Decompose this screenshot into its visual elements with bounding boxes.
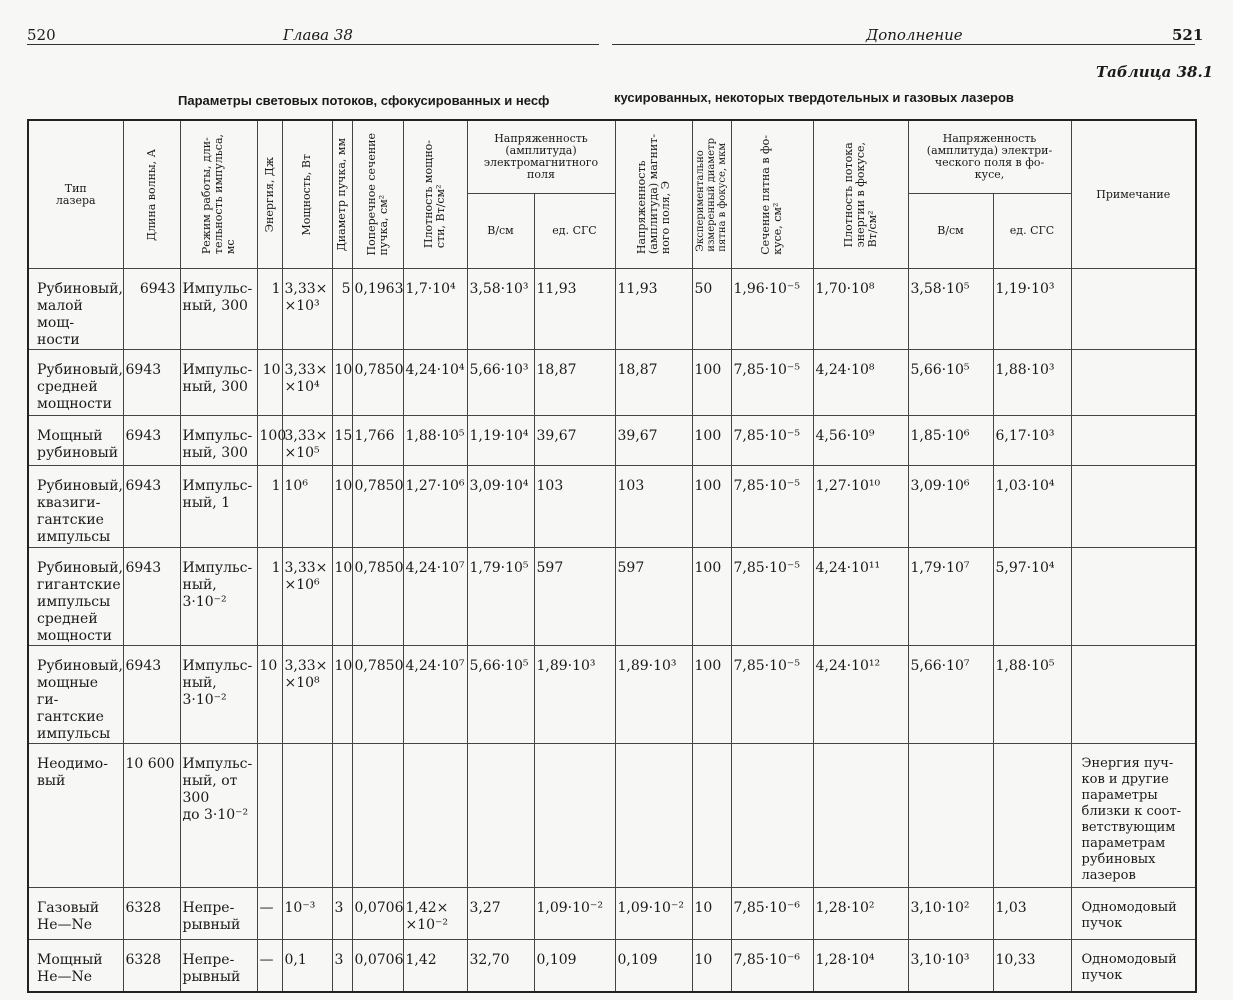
col-power (282, 120, 332, 269)
col-em-vcm-label: В/см (487, 224, 514, 238)
col-wavelength-label: Длина волны, А (144, 148, 158, 241)
cell-energy-density: 1,28·10⁴ (813, 940, 908, 992)
cell-power: 3,33× ×10⁶ (282, 548, 332, 646)
cell-diameter: 10 (332, 548, 352, 646)
header-rule-right (612, 44, 1195, 45)
col-wavelength (123, 120, 180, 269)
col-energy-density (813, 120, 908, 269)
laser-parameters-table (27, 119, 1197, 993)
cell-spot-section: 7,85·10⁻⁵ (731, 646, 813, 744)
cell-focus-cgs: 1,19·10³ (993, 269, 1071, 350)
col-energy-density-label: Плотность потока энергии в фокусе, Вт/см² (841, 141, 879, 248)
cell-focus-vcm: 1,85·10⁶ (908, 416, 993, 466)
cell-mode: Непре- рывный (180, 940, 257, 992)
cell-energy: 100 (257, 416, 282, 466)
cell-spot-section: 1,96·10⁻⁵ (731, 269, 813, 350)
cell-cross-section: 0,0706 (352, 940, 403, 992)
col-focus-group (908, 120, 1071, 194)
cell-magnetic (615, 744, 692, 888)
cell-density: 1,42 (403, 940, 467, 992)
cell-type: Рубиновый, гигантские импульсы средней мощности (28, 548, 123, 646)
cell-note (1071, 416, 1196, 466)
cell-spot-diameter: 100 (692, 646, 731, 744)
cell-wavelength: 6943 (123, 646, 180, 744)
cell-spot-section: 7,85·10⁻⁵ (731, 466, 813, 548)
cell-power: 3,33× ×10⁴ (282, 350, 332, 416)
cell-focus-cgs: 1,03 (993, 888, 1071, 940)
cell-diameter: 10 (332, 350, 352, 416)
cell-focus-cgs (993, 744, 1071, 888)
col-em-cgs (534, 194, 615, 269)
cell-density: 1,42× ×10⁻² (403, 888, 467, 940)
col-magnetic (615, 120, 692, 269)
cell-focus-cgs: 1,88·10⁵ (993, 646, 1071, 744)
cell-type: Газовый He—Ne (28, 888, 123, 940)
cell-spot-diameter: 100 (692, 350, 731, 416)
table-row (28, 269, 1196, 350)
col-power-label: Мощность, Вт (300, 153, 313, 236)
cell-density: 4,24·10⁴ (403, 350, 467, 416)
cell-cross-section: 0,7850 (352, 646, 403, 744)
col-magnetic-label: Напряженность (амплитуда) магнит- ного поля, Э (634, 134, 672, 255)
cell-note (1071, 350, 1196, 416)
cell-magnetic: 11,93 (615, 269, 692, 350)
cell-magnetic: 103 (615, 466, 692, 548)
cell-power: 3,33× ×10³ (282, 269, 332, 350)
right-section-title: Дополнение (866, 26, 963, 44)
left-chapter-title: Глава 38 (283, 26, 353, 44)
header-rule-left (27, 44, 599, 45)
cell-note: Одномодовый пучок (1071, 888, 1196, 940)
cell-density: 4,24·10⁷ (403, 646, 467, 744)
cell-spot-diameter: 100 (692, 466, 731, 548)
cell-focus-vcm: 3,09·10⁶ (908, 466, 993, 548)
col-em-cgs-label: ед. СГС (552, 224, 597, 238)
cell-spot-section: 7,85·10⁻⁵ (731, 350, 813, 416)
cell-spot-diameter: 100 (692, 416, 731, 466)
col-type (28, 120, 123, 269)
cell-diameter: 10 (332, 646, 352, 744)
col-focus-cgs-label: ед. СГС (1009, 224, 1055, 238)
cell-energy-density: 4,56·10⁹ (813, 416, 908, 466)
cell-mode: Импульс- ный, 3·10⁻² (180, 646, 257, 744)
right-page-number: 521 (1172, 26, 1204, 44)
table-row (28, 744, 1196, 888)
col-spot-diameter-label: Экспериментально измеренный диаметр пятна в фокусе, мкм (695, 137, 728, 252)
cell-density: 4,24·10⁷ (403, 548, 467, 646)
cell-note (1071, 269, 1196, 350)
cell-cross-section: 0,0706 (352, 888, 403, 940)
cell-mode: Импульс- ный, от 300 до 3·10⁻² (180, 744, 257, 888)
cell-em-vcm: 3,09·10⁴ (467, 466, 534, 548)
col-density-label: Плотность мощно- сти, Вт/см² (422, 140, 447, 249)
cell-diameter (332, 744, 352, 888)
cell-em-cgs: 1,89·10³ (534, 646, 615, 744)
cell-energy-density: 4,24·10⁸ (813, 350, 908, 416)
cell-wavelength: 6943 (123, 466, 180, 548)
cell-energy: — (257, 888, 282, 940)
cell-type: Неодимо- вый (28, 744, 123, 888)
cell-spot-diameter (692, 744, 731, 888)
cell-cross-section: 0,7850 (352, 350, 403, 416)
cell-wavelength: 6943 (123, 269, 180, 350)
cell-wavelength: 6328 (123, 888, 180, 940)
cell-focus-cgs: 10,33 (993, 940, 1071, 992)
cell-power: 10⁻³ (282, 888, 332, 940)
cell-focus-cgs: 5,97·10⁴ (993, 548, 1071, 646)
cell-focus-vcm: 3,58·10⁵ (908, 269, 993, 350)
table-row (28, 940, 1196, 992)
cell-magnetic: 18,87 (615, 350, 692, 416)
cell-em-vcm: 5,66·10⁵ (467, 646, 534, 744)
col-type-label: Тип лазера (55, 181, 96, 207)
table-row (28, 646, 1196, 744)
cell-spot-section: 7,85·10⁻⁶ (731, 940, 813, 992)
cell-power: 3,33× ×10⁸ (282, 646, 332, 744)
col-diameter (332, 120, 352, 269)
col-cross-section (352, 120, 403, 269)
cell-magnetic: 1,09·10⁻² (615, 888, 692, 940)
cell-power: 0,1 (282, 940, 332, 992)
table-title-left: Параметры световых потоков, сфокусированных и несф (178, 93, 550, 108)
cell-note (1071, 466, 1196, 548)
cell-spot-diameter: 100 (692, 548, 731, 646)
col-density (403, 120, 467, 269)
col-mode (180, 120, 257, 269)
cell-em-vcm: 3,58·10³ (467, 269, 534, 350)
col-diameter-label: Диаметр пучка, мм (335, 137, 348, 252)
cell-note (1071, 548, 1196, 646)
cell-mode: Импульс- ный, 3·10⁻² (180, 548, 257, 646)
table-label: Таблица 38.1 (1096, 63, 1214, 81)
cell-mode: Импульс- ный, 300 (180, 269, 257, 350)
cell-wavelength: 6328 (123, 940, 180, 992)
cell-density: 1,7·10⁴ (403, 269, 467, 350)
cell-type: Рубиновый, малой мощ- ности (28, 269, 123, 350)
col-em-group (467, 120, 615, 194)
col-spot-section-label: Сечение пятна в фо- кусе, см² (759, 134, 784, 255)
cell-em-vcm: 5,66·10³ (467, 350, 534, 416)
cell-energy: 10 (257, 350, 282, 416)
table-row (28, 548, 1196, 646)
cell-magnetic: 0,109 (615, 940, 692, 992)
cell-focus-vcm: 5,66·10⁵ (908, 350, 993, 416)
cell-em-vcm: 1,79·10⁵ (467, 548, 534, 646)
cell-focus-vcm (908, 744, 993, 888)
cell-power (282, 744, 332, 888)
cell-focus-vcm: 3,10·10² (908, 888, 993, 940)
cell-mode: Непре- рывный (180, 888, 257, 940)
col-cross-section-label: Поперечное сечение пучка, см² (364, 133, 390, 256)
cell-mode: Импульс- ный, 1 (180, 466, 257, 548)
cell-energy: 1 (257, 548, 282, 646)
col-focus-vcm-label: В/см (937, 224, 964, 238)
cell-em-cgs (534, 744, 615, 888)
cell-energy-density: 1,28·10² (813, 888, 908, 940)
table-row (28, 466, 1196, 548)
cell-magnetic: 597 (615, 548, 692, 646)
cell-energy-density: 4,24·10¹¹ (813, 548, 908, 646)
col-em-group-label: Напряженность (амплитуда) электромагнитного поля (483, 132, 599, 182)
cell-type: Рубиновый, квазиги- гантские импульсы (28, 466, 123, 548)
col-focus-group-label: Напряженность (амплитуда) электри- ческого поля в фо- кусе, (926, 132, 1053, 182)
cell-cross-section: 1,766 (352, 416, 403, 466)
cell-spot-diameter: 50 (692, 269, 731, 350)
cell-energy: 1 (257, 269, 282, 350)
cell-focus-cgs: 6,17·10³ (993, 416, 1071, 466)
cell-diameter: 3 (332, 940, 352, 992)
cell-em-cgs: 103 (534, 466, 615, 548)
cell-spot-section: 7,85·10⁻⁵ (731, 548, 813, 646)
cell-focus-cgs: 1,88·10³ (993, 350, 1071, 416)
cell-em-vcm: 3,27 (467, 888, 534, 940)
cell-spot-section: 7,85·10⁻⁵ (731, 416, 813, 466)
cell-focus-vcm: 1,79·10⁷ (908, 548, 993, 646)
cell-energy: — (257, 940, 282, 992)
cell-spot-section: 7,85·10⁻⁶ (731, 888, 813, 940)
cell-density: 1,88·10⁵ (403, 416, 467, 466)
cell-wavelength: 10 600 (123, 744, 180, 888)
cell-note: Энергия пуч- ков и другие параметры близки к соот- ветствующим параметрам рубиновых лазеров (1071, 744, 1196, 888)
cell-em-cgs: 18,87 (534, 350, 615, 416)
cell-energy-density: 1,70·10⁸ (813, 269, 908, 350)
cell-focus-vcm: 5,66·10⁷ (908, 646, 993, 744)
cell-magnetic: 1,89·10³ (615, 646, 692, 744)
cell-spot-diameter: 10 (692, 940, 731, 992)
cell-density: 1,27·10⁶ (403, 466, 467, 548)
cell-em-vcm: 1,19·10⁴ (467, 416, 534, 466)
cell-cross-section: 0,7850 (352, 466, 403, 548)
cell-diameter: 10 (332, 466, 352, 548)
col-mode-label: Режим работы, дли- тельность импульса, мс (199, 134, 237, 255)
cell-energy-density: 4,24·10¹² (813, 646, 908, 744)
cell-power: 3,33× ×10⁵ (282, 416, 332, 466)
cell-cross-section (352, 744, 403, 888)
left-page-number: 520 (27, 26, 56, 44)
cell-energy-density (813, 744, 908, 888)
cell-wavelength: 6943 (123, 548, 180, 646)
table-row (28, 888, 1196, 940)
cell-energy (257, 744, 282, 888)
cell-cross-section: 0,1963 (352, 269, 403, 350)
cell-focus-cgs: 1,03·10⁴ (993, 466, 1071, 548)
cell-spot-section (731, 744, 813, 888)
cell-note: Одномодовый пучок (1071, 940, 1196, 992)
cell-cross-section: 0,7850 (352, 548, 403, 646)
cell-power: 10⁶ (282, 466, 332, 548)
cell-em-cgs: 39,67 (534, 416, 615, 466)
col-energy (257, 120, 282, 269)
cell-type: Рубиновый, средней мощности (28, 350, 123, 416)
cell-em-cgs: 0,109 (534, 940, 615, 992)
cell-wavelength: 6943 (123, 416, 180, 466)
cell-spot-diameter: 10 (692, 888, 731, 940)
col-spot-section (731, 120, 813, 269)
cell-energy: 10 (257, 646, 282, 744)
table-title-right: кусированных, некоторых твердотельных и газовых лазеров (614, 90, 1014, 105)
cell-em-cgs: 11,93 (534, 269, 615, 350)
cell-diameter: 3 (332, 888, 352, 940)
cell-em-cgs: 597 (534, 548, 615, 646)
cell-mode: Импульс- ный, 300 (180, 416, 257, 466)
cell-note (1071, 646, 1196, 744)
cell-type: Рубиновый, мощные ги- гантские импульсы (28, 646, 123, 744)
cell-type: Мощный He—Ne (28, 940, 123, 992)
cell-diameter: 5 (332, 269, 352, 350)
col-note (1071, 120, 1196, 269)
cell-em-vcm (467, 744, 534, 888)
cell-type: Мощный рубиновый (28, 416, 123, 466)
col-note-label: Примечание (1096, 187, 1171, 201)
col-energy-label: Энергия, Дж (262, 156, 276, 233)
cell-em-vcm: 32,70 (467, 940, 534, 992)
col-spot-diameter (692, 120, 731, 269)
cell-energy: 1 (257, 466, 282, 548)
cell-energy-density: 1,27·10¹⁰ (813, 466, 908, 548)
col-em-vcm (467, 194, 534, 269)
cell-magnetic: 39,67 (615, 416, 692, 466)
cell-mode: Импульс- ный, 300 (180, 350, 257, 416)
col-focus-cgs (993, 194, 1071, 269)
cell-diameter: 15 (332, 416, 352, 466)
cell-em-cgs: 1,09·10⁻² (534, 888, 615, 940)
table-row (28, 416, 1196, 466)
cell-wavelength: 6943 (123, 350, 180, 416)
table-row (28, 350, 1196, 416)
cell-density (403, 744, 467, 888)
cell-focus-vcm: 3,10·10³ (908, 940, 993, 992)
col-focus-vcm (908, 194, 993, 269)
